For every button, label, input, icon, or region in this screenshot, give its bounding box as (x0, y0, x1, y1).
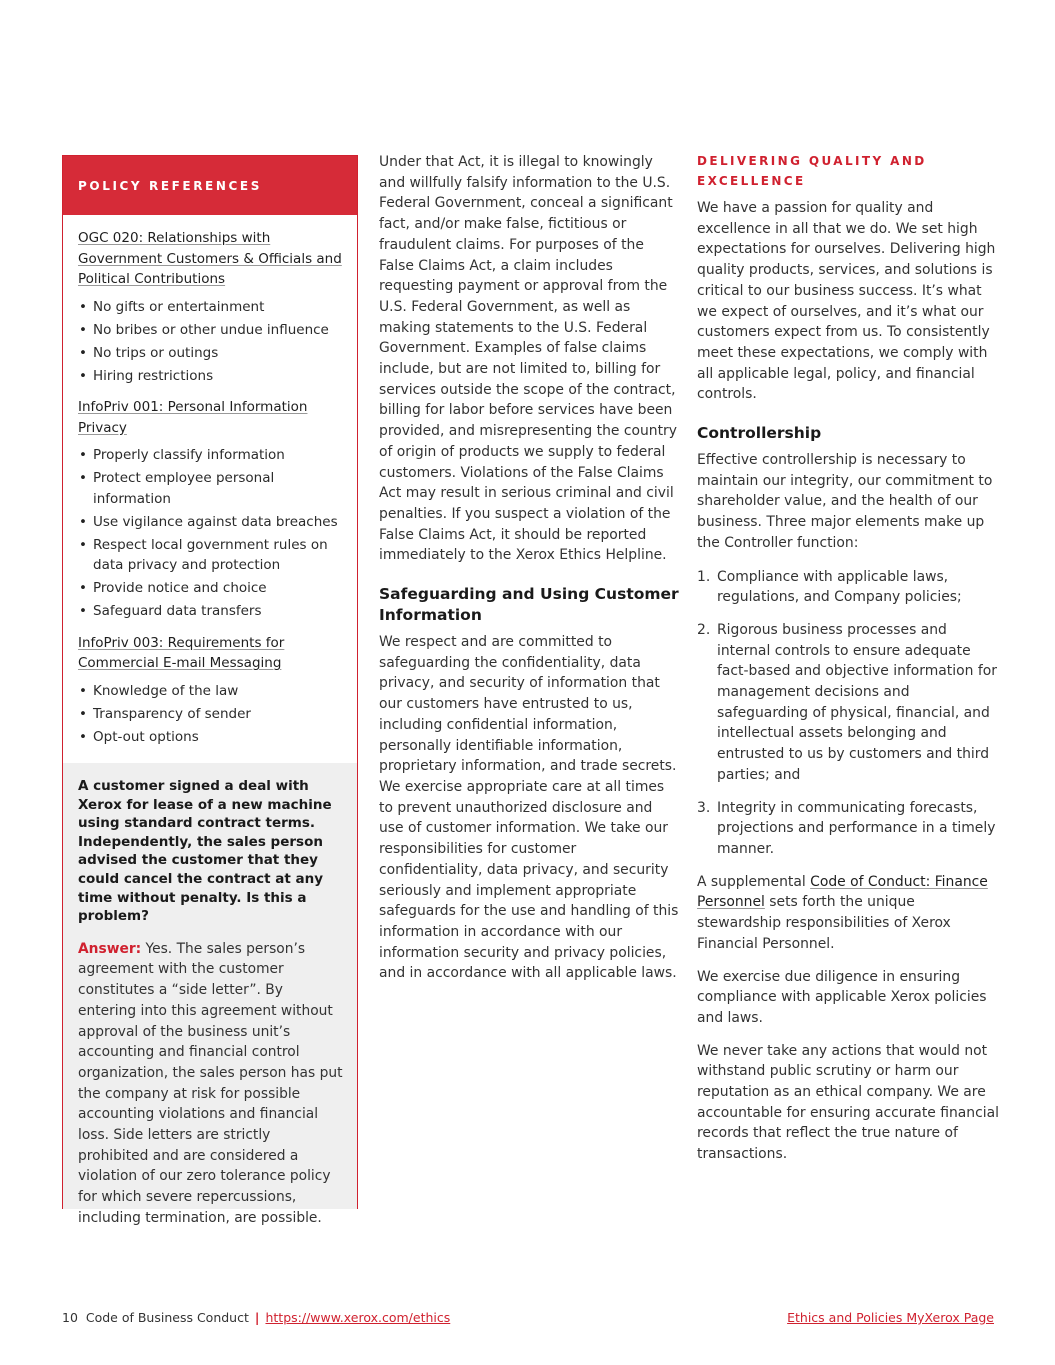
list-number: 3. (697, 799, 711, 816)
customer-information-heading: Safeguarding and Using Customer Information (379, 585, 679, 625)
list-item-text: Compliance with applicable laws, regulations, and Company policies; (717, 568, 962, 606)
controllership-heading: Controllership (697, 424, 822, 443)
case-study-box (63, 763, 357, 1226)
policy-block-ogc-020 (78, 227, 343, 386)
supplemental-suffix: sets forth the unique stewardship responsibilities of Xerox Financial Personnel. (697, 894, 951, 952)
middle-column (379, 152, 679, 984)
list-item: • No bribes or other undue influence (78, 320, 343, 341)
list-item: • Hiring restrictions (78, 366, 343, 387)
list-item: • No trips or outings (78, 343, 343, 364)
ethics-url-link[interactable]: https://www.xerox.com/ethics (265, 1310, 451, 1325)
list-item: • Use vigilance against data breaches (78, 512, 343, 533)
policy-block-infopriv-001 (78, 396, 343, 622)
case-question: A customer signed a deal with Xerox for lease of a new machine using standard contract terms. Independently, the sales person advised the customer that they could cancel the contract at any time without penalty. Is this a problem? (78, 778, 332, 925)
page-number: 10 (62, 1310, 78, 1325)
page-footer (62, 1310, 994, 1330)
myxerox-ethics-link[interactable]: Ethics and Policies MyXerox Page (787, 1310, 994, 1325)
policy-block-infopriv-003 (78, 632, 343, 748)
footer-doc-title: Code of Business Conduct (85, 1310, 249, 1325)
list-item: • Safeguard data transfers (78, 601, 343, 622)
list-number: 2. (697, 621, 711, 638)
policy-references-sidebar (62, 155, 358, 1226)
controllership-intro: Effective controllership is necessary to maintain our integrity, our commitment to shareholder value, and the health of our business. Three major elements make up the Controller function: (697, 452, 993, 551)
footer-separator: | (254, 1310, 260, 1325)
finance-personnel-link[interactable]: Code of Conduct: Finance Personnel (697, 873, 988, 911)
list-number: 1. (697, 568, 711, 585)
list-item (697, 798, 1002, 860)
policy-link-infopriv-001[interactable]: InfoPriv 001: Personal Information Privacy (78, 399, 308, 436)
supplemental-paragraph (697, 872, 1002, 955)
list-item: • Knowledge of the law (78, 681, 343, 702)
list-item (697, 567, 1002, 608)
controller-elements-list (697, 567, 1002, 860)
right-column (697, 152, 1002, 1177)
list-item: • Respect local government rules on data privacy and protection (78, 535, 343, 576)
list-item: • Properly classify information (78, 445, 343, 466)
quality-paragraph: We have a passion for quality and excellence in all that we do. We set high expectations for ourselves. Delivering high quality products, services, and solutions is critical to our business success. It’s what we expect of ourselves, and it’s what our customers expect from us. To consistently meet these expectations, we comply with all applicable legal, policy, and financial controls. (697, 200, 996, 403)
false-claims-paragraph: Under that Act, it is illegal to knowingly and willfully falsify information to the U.S. Federal Government, conceal a significant fact, and/or make false, fictitious or fraudulent claims. For purposes of the False Claims Act, a claim includes requesting payment or approval from the U.S. Federal Government, as well as making statements to the U.S. Federal Government. Examples of false claims include, but are not limited to, billing for services outside the scope of the contract, billing for labor before services have been provided, and misrepresenting the country of origin of products we supply to federal customers. Violations of the False Claims Act may result in serious criminal and civil penalties. If you suspect a violation of the False Claims Act, it should be reported immediately to the Xerox Ethics Helpline. (379, 154, 677, 564)
list-item (697, 620, 1002, 786)
customer-information-paragraph: We respect and are committed to safeguarding the confidentiality, data privacy, and security of information that our customers have entrusted to us, including confidential information, personally identifiable information, proprietary information, and trade secrets. We exercise appropriate care at all times to prevent unauthorized disclosure and use of customer information. We take our responsibilities for customer confidentiality, data privacy, and security seriously and implement appropriate safeguards for the use and handling of this information in accordance with our information security and privacy policies, and in accordance with all applicable laws. (379, 634, 679, 982)
policy-link-infopriv-003[interactable]: InfoPriv 003: Requirements for Commercial E-mail Messaging (78, 634, 285, 671)
scrutiny-paragraph: We never take any actions that would not withstand public scrutiny or harm our reputation as an ethical company. We are accountable for ensuring accurate financial records that reflect the true nature of transactions. (697, 1042, 999, 1163)
policy-link-ogc-020[interactable]: OGC 020: Relationships with Government Customers & Officials and Political Contributions (78, 230, 342, 287)
list-item-text: Integrity in communicating forecasts, projections and performance in a timely manner. (717, 799, 996, 857)
policy-bullets-infopriv-001 (78, 445, 343, 622)
list-item: • Transparency of sender (78, 704, 343, 725)
diligence-paragraph: We exercise due diligence in ensuring compliance with applicable Xerox policies and laws. (697, 968, 987, 1026)
supplemental-prefix: A supplemental (697, 873, 811, 890)
list-item: • Provide notice and choice (78, 578, 343, 599)
quality-kicker: DELIVERING QUALITY AND EXCELLENCE (697, 154, 927, 188)
policy-bullets-ogc-020 (78, 297, 343, 387)
policy-bullets-infopriv-003 (78, 681, 343, 748)
policy-list (63, 215, 357, 747)
list-item-text: Rigorous business processes and internal controls to ensure adequate fact-based and objective information for management decisions and safeguarding of physical, financial, and intellectual assets belonging and entrusted to us by customers and third parties; and (717, 621, 997, 783)
list-item: • Opt-out options (78, 727, 343, 748)
list-item: • No gifts or entertainment (78, 297, 343, 318)
answer-label: Answer: (78, 940, 142, 957)
policy-references-header: POLICY REFERENCES (63, 156, 357, 215)
footer-left (62, 1310, 450, 1325)
case-answer (78, 939, 343, 1229)
list-item: • Protect employee personal information (78, 468, 343, 509)
answer-text: Yes. The sales person’s agreement with the customer constitutes a “side letter”. By entering into this agreement without approval of the business unit’s accounting and financial control organization, the sales person has put the company at risk for possible accounting violations and financial loss. Side letters are strictly prohibited and are considered a violation of our zero tolerance policy for which severe repercussions, including termination, are possible. (78, 940, 343, 1226)
